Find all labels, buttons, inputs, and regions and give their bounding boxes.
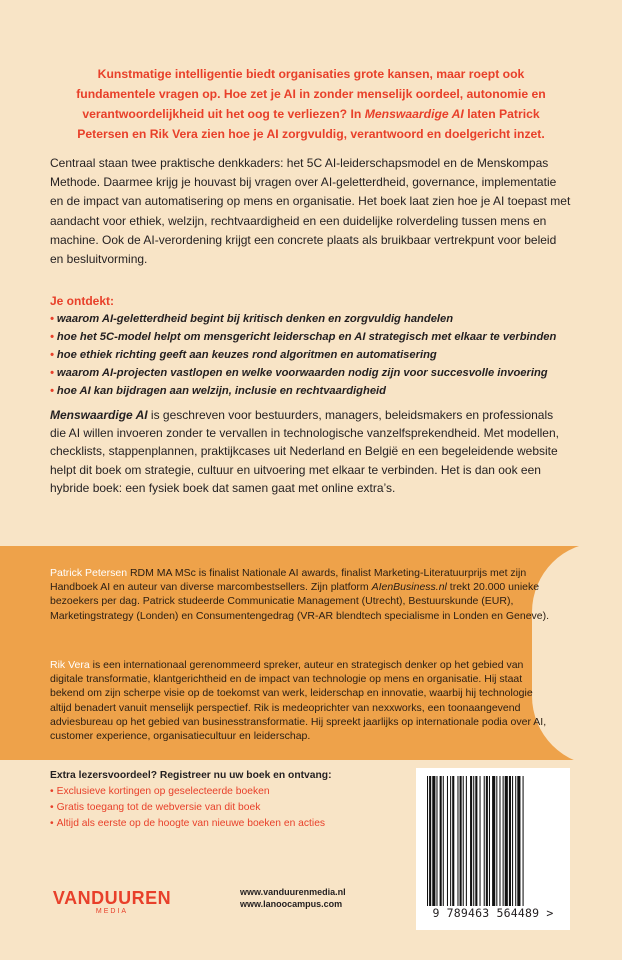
- main-book-title: Menswaardige AI: [50, 408, 148, 422]
- author-name: Rik Vera: [50, 659, 90, 671]
- list-item: • Gratis toegang tot de webversie van dit boek: [50, 802, 261, 813]
- isbn-number: 9 789463 564489 >: [432, 906, 554, 920]
- list-item: • hoe ethiek richting geeft aan keuzes rond algoritmen en automatisering: [50, 349, 437, 361]
- main-paragraph: [50, 406, 572, 497]
- barcode-icon: [423, 776, 563, 906]
- list-item: • hoe AI kan bijdragen aan welzijn, inclusie en rechtvaardigheid: [50, 385, 387, 397]
- publisher-logo-sub: MEDIA: [95, 908, 129, 915]
- bullet-icon: •: [50, 802, 54, 813]
- lead-paragraph: [60, 64, 562, 144]
- author-name: Patrick Petersen: [50, 567, 128, 579]
- isbn-barcode: [416, 768, 570, 930]
- bullet-icon: •: [50, 385, 54, 397]
- bullet-icon: •: [50, 818, 54, 829]
- discover-heading: Je ontdekt:: [50, 294, 115, 308]
- bullet-icon: •: [50, 367, 54, 379]
- list-item: • hoe het 5C-model helpt om mensgericht leiderschap en AI strategisch met elkaar te verbinden: [50, 331, 557, 343]
- platform-name: AIenBusiness.nl: [371, 581, 447, 594]
- bullet-icon: •: [50, 331, 54, 343]
- publisher-logo-main: VANDUUREN: [52, 888, 172, 908]
- list-item: • waarom AI-projecten vastlopen en welke voorwaarden nodig zijn voor succesvolle invoering: [50, 367, 548, 379]
- url-vanduuren[interactable]: www.vanduurenmedia.nl: [240, 887, 346, 897]
- bullet-icon: •: [50, 349, 54, 361]
- lead-part1: Kunstmatige intelligentie biedt organisaties grote kansen, maar roept ook fundamentele vragen op. Hoe zet je AI in zonder menselijk oordeel, autonomie en verantwoordelijkheid uit het oog te verliezen? In: [76, 67, 546, 121]
- lead-book-title: Menswaardige AI: [364, 107, 464, 121]
- url-lannoo[interactable]: www.lanoocampus.com: [240, 899, 343, 909]
- discover-list: [50, 292, 572, 400]
- reader-bonus-heading: Extra lezersvoordeel? Registreer nu uw boek en ontvang:: [50, 770, 332, 781]
- author-bio-rik: Rik Vera is een internationaal gerenommeerd spreker, auteur en strategisch denker op het gebied van digitale transformatie, klantgerichtheid en de impact van technologie op mens en organisatie. Hij staat bekend om zijn scherpe visie op de toekomst van werk, leiderschap en innovatie, waarbij hij technologie altijd benadert vanuit menselijk perspectief. Rik is medeoprichter van nexxworks, een toonaangevend adviesbureau op het gebied van businesstransformatie. Hij spreekt jaarlijks op internationale podia over AI, customer experience, organisatiecultuur en leiderschap.: [50, 659, 547, 743]
- main-text: is geschreven voor bestuurders, managers, beleidsmakers en professionals die AI willen invoeren zonder te vervallen in technologische vanzelfsprekendheid. Met modellen, checklists, stappenplannen, praktijkcases uit Nederland en België en een begeleidende website helpt dit boek om strategie, cultuur en uitvoering met elkaar te verbinden. Het is dan ook een hybride boek: een fysiek boek dat samen gaat met online extra’s.: [50, 408, 559, 495]
- bullet-icon: •: [50, 786, 54, 797]
- publisher-logo: [52, 888, 172, 915]
- intro-paragraph: Centraal staan twee praktische denkkaders: het 5C AI-leiderschapsmodel en de Menskompas Methode. Daarmee krijg je houvast bij vragen over AI-geletterdheid, governance, implementatie en de impact van automatisering op mens en organisatie. Het boek laat zien hoe je AI toepast met aandacht voor ethiek, welzijn, rechtvaardigheid en een duidelijke rolverdeling tussen mens en machine. Ook de AI-verordening krijgt een concrete plaats als bruikbaar vertrekpunt voor beleid en besluitvorming.: [50, 156, 571, 267]
- lead-part2: laten Patrick Petersen en Rik Vera zien hoe je AI zorgvuldig, verantwoord en doelgericht inzet.: [77, 107, 545, 141]
- bullet-icon: •: [50, 313, 54, 325]
- list-item: • Altijd als eerste op de hoogte van nieuwe boeken en acties: [50, 818, 326, 829]
- publisher-urls: [240, 886, 346, 910]
- list-item: • waarom AI-geletterdheid begint bij kritisch denken en zorgvuldig handelen: [50, 313, 454, 325]
- list-item: • Exclusieve kortingen op geselecteerde boeken: [50, 786, 270, 797]
- author-bio-patrick: Patrick Petersen RDM MA MSc is finalist Nationale AI awards, finalist Marketing-Literatuurprijs met zijn Handboek AI en auteur van diverse marcombestsellers. Zijn platform AIenBusiness.nl trekt 20.000 unieke bezoekers per dag. Patrick studeerde Communicatie Management (Utrecht), Bestuurskunde (EUR), Marketingstrategy (Londen) en Consumentengedrag (VR-AR blendtech specialisme in Londen en Geneve).: [50, 567, 550, 622]
- reader-bonus: [50, 768, 390, 832]
